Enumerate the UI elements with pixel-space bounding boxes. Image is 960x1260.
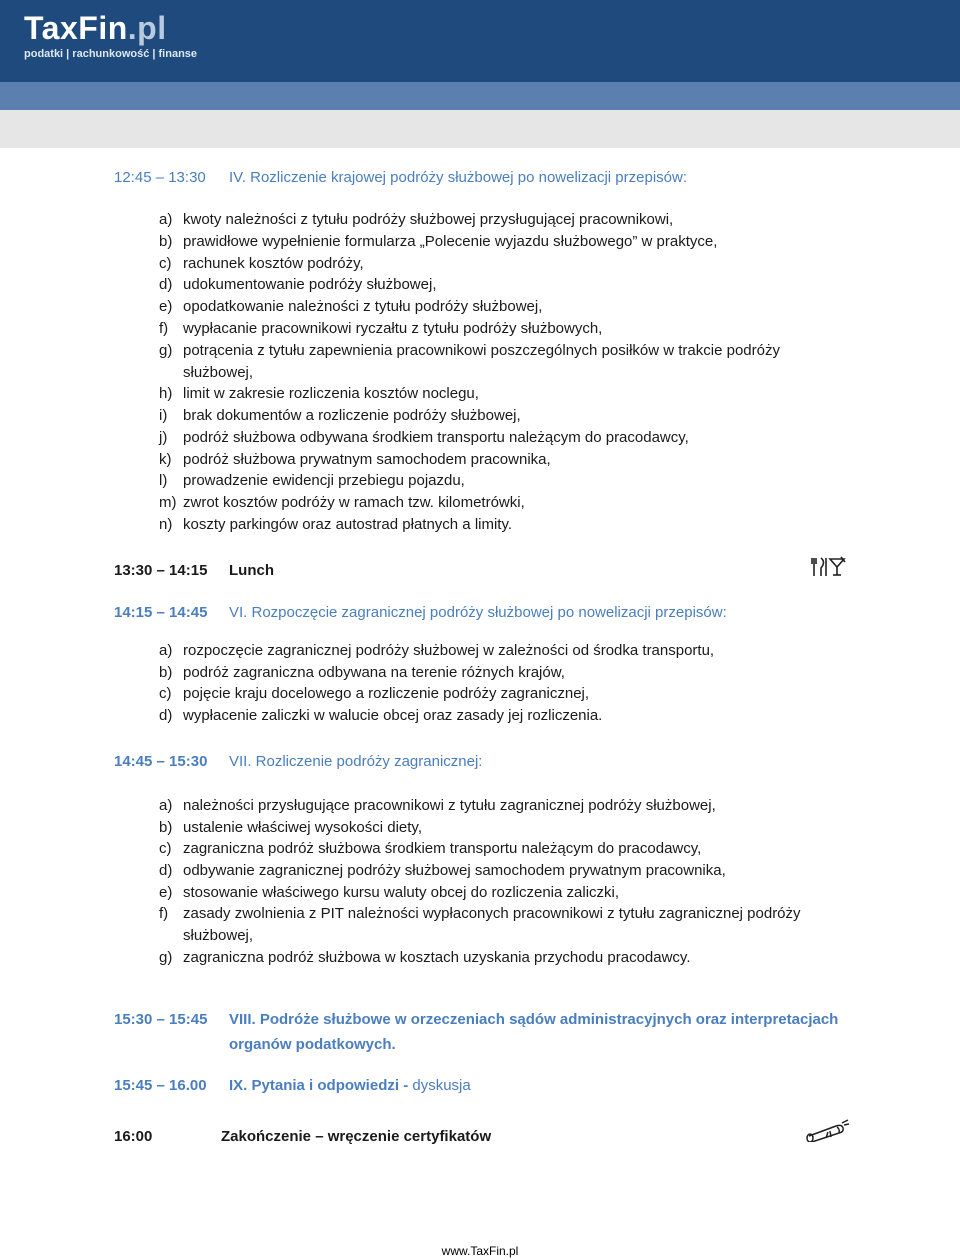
list-item-continuation: służbowej,	[183, 364, 254, 381]
taxfin-logo[interactable]	[24, 10, 197, 60]
header-grey-band	[0, 110, 960, 148]
footer-url[interactable]: www.TaxFin.pl	[441, 1244, 519, 1258]
list-item: c) pojęcie kraju docelowego a rozliczenie podróży zagranicznej,	[159, 685, 590, 702]
list-item: b) ustalenie właściwej wysokości diety,	[159, 819, 422, 836]
session-time: 14:15 – 14:45	[114, 604, 208, 621]
logo-tagline: podatki | rachunkowość | finanse	[24, 48, 198, 60]
list-item: j) podróż służbowa odbywana środkiem transportu należącym do pracodawcy,	[159, 429, 689, 446]
header-bar	[0, 0, 960, 82]
session-time: 16:00	[114, 1128, 153, 1145]
session-title-continuation: organów podatkowych.	[229, 1036, 396, 1053]
list-item-continuation: służbowej,	[183, 927, 254, 944]
session-title: VI. Rozpoczęcie zagranicznej podróży służbowej po nowelizacji przepisów:	[229, 604, 727, 621]
session-title: Zakończenie – wręczenie certyfikatów	[221, 1128, 492, 1145]
list-item: a) należności przysługujące pracownikowi z tytułu zagranicznej podróży służbowej,	[159, 797, 716, 814]
session-time: 15:45 – 16.00	[114, 1077, 207, 1094]
session-title: IX. Pytania i odpowiedzi - dyskusja	[229, 1077, 471, 1094]
session-title: IV. Rozliczenie krajowej podróży służbowej po nowelizacji przepisów:	[229, 169, 687, 186]
logo-tld: .pl	[127, 10, 167, 46]
session-time: 12:45 – 13:30	[114, 169, 206, 186]
list-item: e) stosowanie właściwego kursu waluty obcej do rozliczenia zaliczki,	[159, 884, 620, 901]
list-item: m) zwrot kosztów podróży w ramach tzw. kilometrówki,	[159, 494, 525, 511]
list-item: g) potrącenia z tytułu zapewnienia pracownikowi poszczególnych posiłków w trakcie podróży	[159, 342, 780, 359]
certificate-scroll-icon	[806, 1118, 850, 1147]
list-item: k) podróż służbowa prywatnym samochodem pracownika,	[159, 451, 551, 468]
list-item: d) udokumentowanie podróży służbowej,	[159, 276, 437, 293]
list-item: b) prawidłowe wypełnienie formularza „Polecenie wyjazdu służbowego” w praktyce,	[159, 233, 718, 250]
session-title: VII. Rozliczenie podróży zagranicznej:	[229, 753, 483, 770]
list-item: a) kwoty należności z tytułu podróży służbowej przysługującej pracownikowi,	[159, 211, 674, 228]
list-item: c) rachunek kosztów podróży,	[159, 255, 364, 272]
header-band	[0, 82, 960, 110]
session-time: 13:30 – 14:15	[114, 562, 208, 579]
list-item: b) podróż zagraniczna odbywana na terenie różnych krajów,	[159, 664, 565, 681]
logo-name: TaxFin	[24, 10, 128, 46]
list-item: g) zagraniczna podróż służbowa w kosztach uzyskania przychodu pracodawcy.	[159, 949, 691, 966]
list-item: f) zasady zwolnienia z PIT należności wypłaconych pracownikowi z tytułu zagranicznej podróży	[159, 905, 801, 922]
list-item: c) zagraniczna podróż służbowa środkiem transportu należącym do pracodawcy,	[159, 840, 702, 857]
list-item: e) opodatkowanie należności z tytułu podróży służbowej,	[159, 298, 543, 315]
list-item: i) brak dokumentów a rozliczenie podróży służbowej,	[159, 407, 521, 424]
session-title: VIII. Podróże służbowe w orzeczeniach sądów administracyjnych oraz interpretacjach	[229, 1011, 839, 1028]
list-item: l) prowadzenie ewidencji przebiegu pojazdu,	[159, 472, 465, 489]
session-title: Lunch	[229, 562, 274, 579]
list-item: f) wypłacanie pracownikowi ryczałtu z tytułu podróży służbowych,	[159, 320, 603, 337]
list-item: n) koszty parkingów oraz autostrad płatnych a limity.	[159, 516, 513, 533]
list-item: d) odbywanie zagranicznej podróży służbowej samochodem prywatnym pracownika,	[159, 862, 726, 879]
list-item: h) limit w zakresie rozliczenia kosztów noclegu,	[159, 385, 479, 402]
list-item: a) rozpoczęcie zagranicznej podróży służbowej w zależności od środka transportu,	[159, 642, 715, 659]
cutlery-glass-icon	[810, 556, 848, 583]
session-time: 15:30 – 15:45	[114, 1011, 208, 1028]
list-item: d) wypłacenie zaliczki w walucie obcej oraz zasady jej rozliczenia.	[159, 707, 603, 724]
session-time: 14:45 – 15:30	[114, 753, 208, 770]
